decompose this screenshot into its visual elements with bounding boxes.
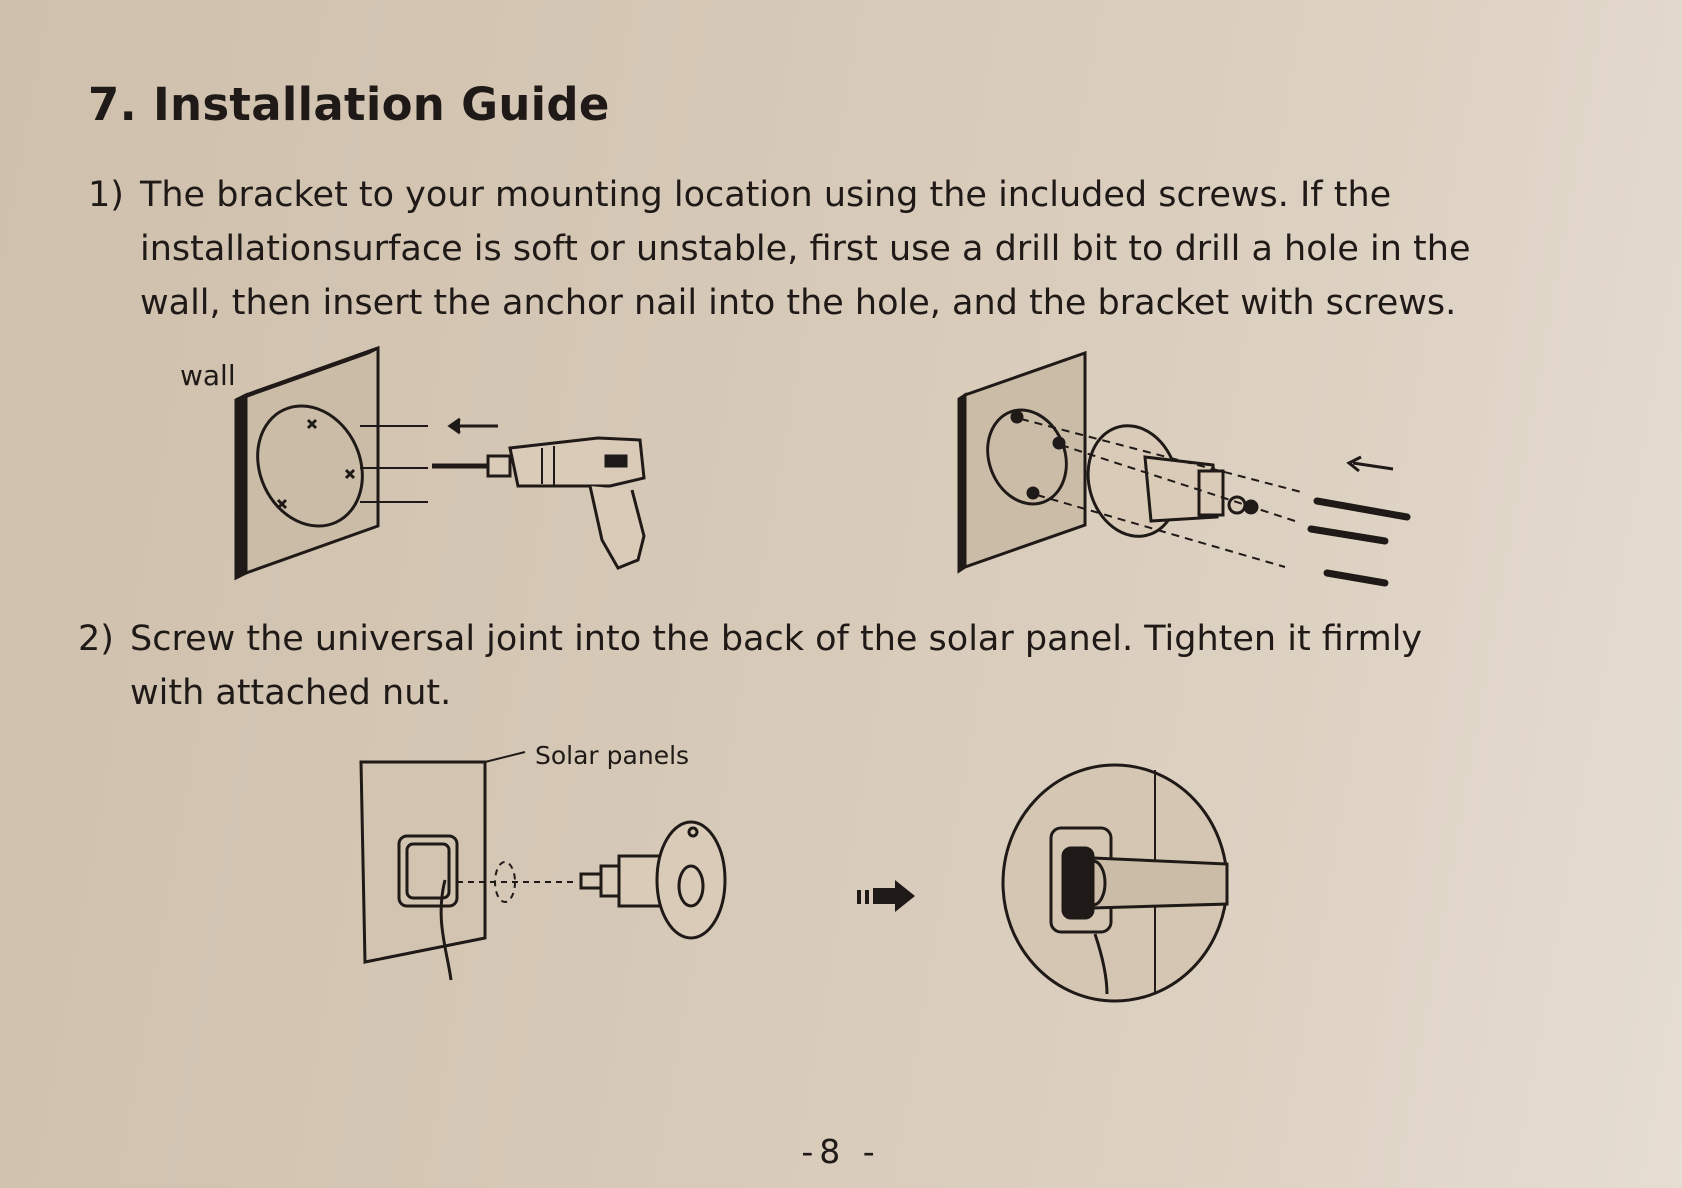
solar-panel-icon xyxy=(361,752,525,980)
screw-icon xyxy=(1311,457,1407,583)
step-text-line: The bracket to your mounting location using the included screws. If the xyxy=(140,175,1392,215)
bracket-mount-illustration xyxy=(955,345,1425,585)
drill-wall-illustration xyxy=(170,340,690,580)
wall-label: wall xyxy=(180,359,236,392)
arrow-left-icon xyxy=(450,419,498,433)
step-text xyxy=(140,168,1471,330)
step-text xyxy=(130,612,1422,720)
step-number: 1) xyxy=(88,175,124,215)
wall-panel-icon xyxy=(236,348,428,578)
solar-panel-joint-illustration xyxy=(355,740,915,990)
solar-panels-label: Solar panels xyxy=(535,741,690,770)
page-number: -8 - xyxy=(801,1132,881,1171)
bracket-icon xyxy=(1076,416,1257,547)
universal-joint-icon xyxy=(581,822,725,938)
step-text-line: wall, then insert the anchor nail into the hole, and the bracket with screws. xyxy=(140,283,1457,323)
step-number: 2) xyxy=(78,619,114,659)
drill-icon xyxy=(432,438,644,568)
step-text-line: Screw the universal joint into the back of the solar panel. Tighten it firmly xyxy=(130,619,1423,659)
step-text-line: with attached nut. xyxy=(130,673,452,713)
joint-detail-illustration xyxy=(995,758,1235,1008)
arrow-right-icon xyxy=(857,880,915,912)
section-title: 7. Installation Guide xyxy=(88,78,610,131)
detail-circle-icon xyxy=(1003,765,1227,1001)
wall-panel-icon xyxy=(959,353,1085,571)
step-text-line: installationsurface is soft or unstable, first use a drill bit to drill a hole in the xyxy=(140,229,1471,269)
